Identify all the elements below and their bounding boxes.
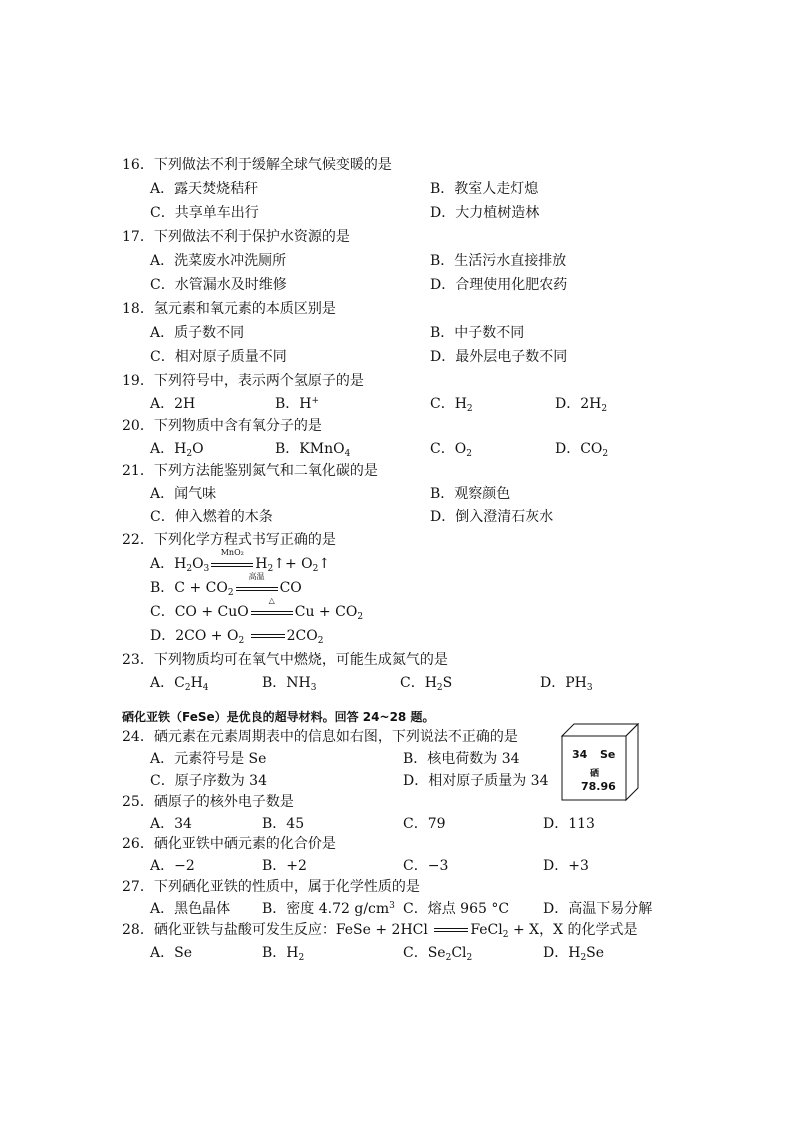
- q16-option-a: A．露天焚烧秸秆: [150, 181, 259, 197]
- q25-option-d: D．113: [543, 816, 595, 832]
- q22-option-a: A．$H_2O_3$ MnO₂ $H_2↑+$ $O_2↑$: [150, 548, 331, 574]
- q27-option-d: D．高温下易分解: [543, 901, 653, 917]
- q21-option-c: C．伸入燃着的木条: [150, 509, 273, 525]
- q21-option-b: B．观察颜色: [430, 486, 511, 502]
- q21-stem: 21．下列方法能鉴别氮气和二氧化碳的是: [122, 463, 378, 479]
- reaction-condition-equals: △: [249, 605, 295, 619]
- q28-option-b: B．$H_2$: [262, 945, 305, 963]
- reaction-condition-equals: 高温: [234, 581, 280, 595]
- atomic-mass: 78.96: [581, 780, 616, 793]
- q19-option-d: D．$2H_2$: [555, 396, 608, 414]
- element-symbol: Se: [600, 748, 616, 761]
- q23-option-c: C．$H_2S$: [400, 675, 453, 693]
- q27-option-c: C．熔点 965 °C: [403, 901, 510, 917]
- q25-stem: 25．硒原子的核外电子数是: [122, 794, 294, 810]
- q18-option-b: B．中子数不同: [430, 325, 525, 341]
- q26-option-b: B．+2: [262, 858, 307, 874]
- equals-sign: [249, 629, 287, 643]
- q28-option-c: C．$Se_2Cl_2$: [403, 945, 473, 963]
- q25-option-a: A．34: [150, 816, 192, 832]
- q24-option-a: A．元素符号是 Se: [150, 751, 267, 767]
- element-name: 硒: [590, 769, 600, 779]
- q26-option-d: D．+3: [543, 858, 589, 874]
- q23-option-a: A．$C_2H_4$: [150, 675, 209, 693]
- equals-sign: [432, 923, 470, 937]
- atomic-number: 34: [572, 748, 588, 761]
- q24-stem: 24．硒元素在元素周期表中的信息如右图，下列说法不正确的是: [122, 729, 518, 745]
- q19-stem: 19．下列符号中，表示两个氢原子的是: [122, 373, 364, 389]
- q26-option-c: C．−3: [403, 858, 449, 874]
- q28-stem: 28．硒化亚铁与盐酸可发生反应：FeSe + 2HCl FeCl$_2$ + X，X 的化学式是: [122, 922, 638, 940]
- q16-option-d: D．大力植树造林: [430, 205, 540, 221]
- q24-option-d: D．相对原子质量为 34: [403, 773, 549, 789]
- q27-option-b: B．密度 4.72 $g/cm^3$: [262, 901, 395, 917]
- q25-option-b: B．45: [262, 816, 305, 832]
- q16-stem: 16．下列做法不利于缓解全球气候变暖的是: [122, 157, 392, 173]
- selenium-element-card: [560, 722, 640, 802]
- q26-option-a: A．−2: [150, 858, 195, 874]
- section-intro: 硒化亚铁（FeSe）是优良的超导材料。回答 24~28 题。: [122, 710, 435, 724]
- q20-option-d: D．$CO_2$: [555, 441, 609, 459]
- q19-option-b: B．H+: [275, 396, 320, 412]
- q18-option-a: A．质子数不同: [150, 325, 245, 341]
- q25-option-c: C．79: [403, 816, 446, 832]
- reaction-condition-equals: MnO₂: [209, 557, 255, 571]
- q24-option-c: C．原子序数为 34: [150, 773, 267, 789]
- q19-option-a: A．2H: [150, 396, 196, 412]
- q26-stem: 26．硒化亚铁中硒元素的化合价是: [122, 836, 336, 852]
- q22-stem: 22．下列化学方程式书写正确的是: [122, 532, 336, 548]
- q18-option-c: C．相对原子质量不同: [150, 349, 287, 365]
- q18-option-d: D．最外层电子数不同: [430, 349, 568, 365]
- q21-option-a: A．闻气味: [150, 486, 217, 502]
- q28-option-d: D．$H_2Se$: [543, 945, 605, 963]
- q20-stem: 20．下列物质中含有氧分子的是: [122, 418, 322, 434]
- q22-option-b: B．$C + CO_2$ 高温 CO: [150, 572, 302, 598]
- q17-option-a: A．洗菜废水冲洗厕所: [150, 253, 287, 269]
- q22-option-d: D．$2CO + O_2$ $2CO_2$: [150, 628, 324, 646]
- q19-option-c: C．$H_2$: [430, 396, 473, 414]
- q16-option-b: B．教室人走灯熄: [430, 181, 539, 197]
- q18-stem: 18．氢元素和氧元素的本质区别是: [122, 301, 336, 317]
- q17-stem: 17．下列做法不利于保护水资源的是: [122, 229, 350, 245]
- q20-option-a: A．$H_2O$: [150, 441, 204, 459]
- q28-option-a: A．Se: [150, 945, 192, 961]
- q23-option-b: B．$NH_3$: [262, 675, 317, 693]
- q22-option-c: C．CO + CuO △ $Cu + CO_2$: [150, 596, 364, 622]
- q21-option-d: D．倒入澄清石灰水: [430, 509, 554, 525]
- q27-option-a: A．黑色晶体: [150, 901, 231, 917]
- q17-option-b: B．生活污水直接排放: [430, 253, 567, 269]
- q20-option-b: B．KMnO$_4$: [275, 441, 351, 459]
- q23-stem: 23．下列物质均可在氧气中燃烧，可能生成氮气的是: [122, 652, 448, 668]
- q23-option-d: D．$PH_3$: [540, 675, 593, 693]
- q24-option-b: B．核电荷数为 34: [403, 751, 520, 767]
- q17-option-d: D．合理使用化肥农药: [430, 277, 568, 293]
- q20-option-c: C．$O_2$: [430, 441, 472, 459]
- q16-option-c: C．共享单车出行: [150, 205, 259, 221]
- q17-option-c: C．水管漏水及时维修: [150, 277, 287, 293]
- q27-stem: 27．下列硒化亚铁的性质中，属于化学性质的是: [122, 879, 420, 895]
